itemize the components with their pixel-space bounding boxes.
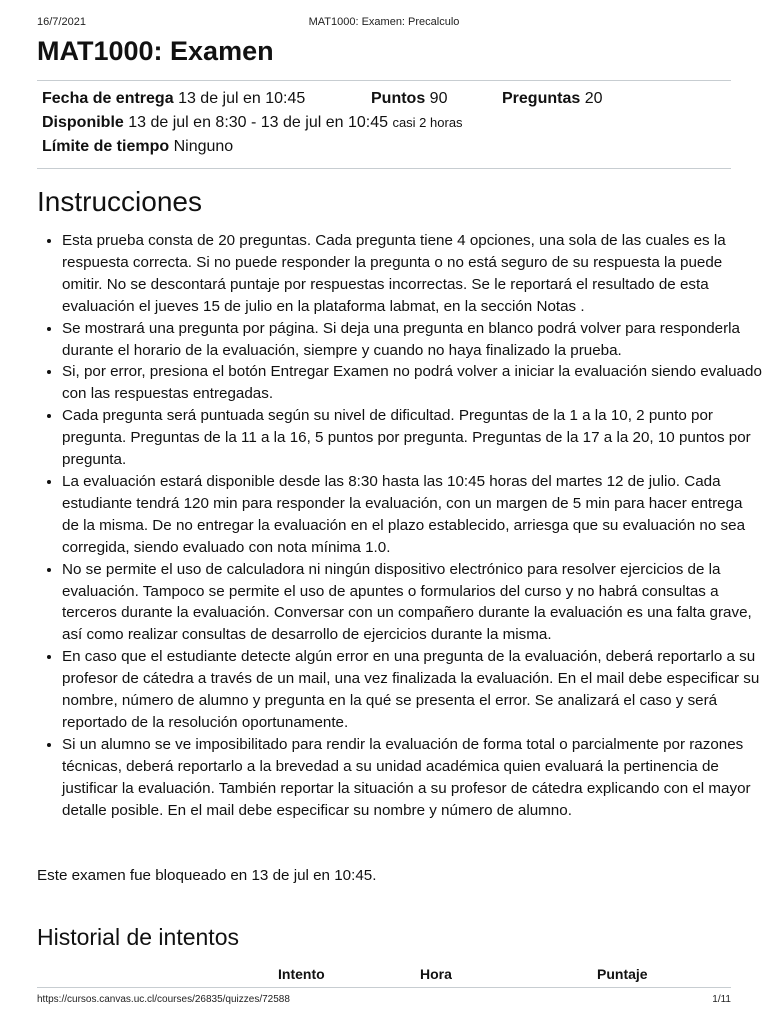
column-header-attempt: Intento — [278, 966, 325, 982]
column-header-score: Puntaje — [597, 966, 648, 982]
time-limit-label: Límite de tiempo — [42, 138, 170, 155]
details-row-3 — [42, 138, 731, 162]
instruction-item: • No se permite el uso de calculadora ni ningún dispositivo electrónico para resolver ejercicios de la evaluación. Tampoco se permite el uso de apuntes o formularios del curso y no habrá consultas a terceros durante la evaluación. Conversar con un compañero durante la evaluación es una falta grave, así como realizar consultas de desarrollo de ejercicios durante la misma. — [62, 559, 762, 647]
print-footer — [37, 994, 731, 1008]
title-divider — [37, 80, 731, 81]
instruction-item: • Se mostrará una pregunta por página. Si deja una pregunta en blanco podrá volver para responderla durante el horario de la evaluación, siempre y cuando no haya finalizado la prueba. — [62, 318, 762, 362]
column-header-time: Hora — [420, 966, 452, 982]
due-value: 13 de jul en 10:45 — [178, 90, 306, 107]
instructions-heading: Instrucciones — [37, 186, 202, 217]
available-value: 13 de jul en 8:30 - 13 de jul en 10:45 — [128, 114, 388, 131]
due-date — [42, 90, 305, 108]
print-header — [37, 16, 731, 30]
points-value: 90 — [429, 90, 448, 107]
print-date: 16/7/2021 — [37, 16, 86, 28]
points-label: Puntos — [371, 90, 426, 107]
locked-notice: Este examen fue bloqueado en 13 de jul en 10:45. — [37, 867, 377, 884]
questions-label: Preguntas — [502, 90, 581, 107]
points — [371, 90, 447, 108]
available-note: casi 2 horas — [392, 115, 463, 130]
quiz-details — [42, 90, 731, 162]
page-title: MAT1000: Examen — [37, 36, 274, 66]
instruction-item: • Esta prueba consta de 20 preguntas. Cada pregunta tiene 4 opciones, una sola de las cuales es la respuesta correcta. Si no puede responder la pregunta o no está seguro de su respuesta la puede omitir. No se descontará puntaje por respuestas incorrectas. Se le reportará el resultado de esta evaluación el jueves 15 de julio en la plataforma labmat, en la sección Notas . — [62, 230, 762, 318]
attempt-history-heading: Historial de intentos — [37, 924, 239, 950]
print-url[interactable]: https://cursos.canvas.uc.cl/courses/26835/quizzes/72588 — [37, 994, 290, 1005]
available-label: Disponible — [42, 114, 124, 131]
details-row-1 — [42, 90, 731, 114]
table-header-divider — [37, 987, 731, 988]
instruction-item: • Si, por error, presiona el botón Entregar Examen no podrá volver a iniciar la evaluación siendo evaluado con las respuestas entregadas. — [62, 361, 762, 405]
instruction-item: • Si un alumno se ve imposibilitado para rendir la evaluación de forma total o parcialmente por razones técnicas, deberá reportarlo a la brevedad a su unidad académica quien evaluará la pertinencia de justificar la evaluación. También reportar la situación a su profesor de cátedra explicando con el mayor detalle posible. En el mail debe especificar su nombre y número de alumno. — [62, 734, 762, 822]
print-title: MAT1000: Examen: Precalculo — [308, 16, 460, 28]
due-label: Fecha de entrega — [42, 90, 174, 107]
questions — [502, 90, 603, 108]
time-limit-value: Ninguno — [173, 138, 234, 155]
instruction-item: • En caso que el estudiante detecte algún error en una pregunta de la evaluación, deberá reportarlo a su profesor de cátedra a través de un mail, una vez finalizada la evaluación. En el mail debe especificar su nombre, número de alumno y pregunta en la qué se presenta el error. Se analizará el caso y será reportado de la resolución oportunamente. — [62, 646, 762, 734]
instruction-item: • Cada pregunta será puntuada según su nivel de dificultad. Preguntas de la 1 a la 10, 2 punto por pregunta. Preguntas de la 11 a la 16, 5 puntos por pregunta. Preguntas de la 17 a la 20, 10 puntos por pregunta. — [62, 405, 762, 471]
details-row-2 — [42, 114, 731, 138]
details-divider — [37, 168, 731, 169]
instructions-list — [37, 230, 762, 821]
instruction-item: • La evaluación estará disponible desde las 8:30 hasta las 10:45 horas del martes 12 de julio. Cada estudiante tendrá 120 min para responder la evaluación, con un margen de 5 min para hacer entrega de la misma. De no entregar la evaluación en el plazo establecido, arriesga que su evaluación no sea corregida, siendo evaluado con nota mínima 1.0. — [62, 471, 762, 559]
page-number: 1/11 — [712, 994, 731, 1005]
questions-value: 20 — [584, 90, 603, 107]
